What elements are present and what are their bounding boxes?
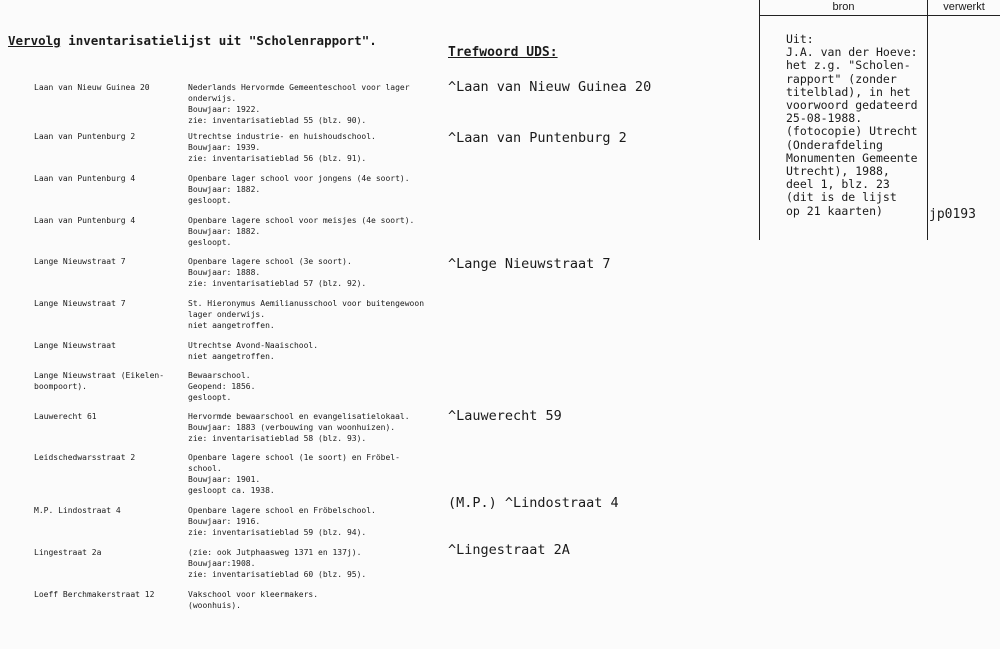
entry-description: Openbare lagere school voor meisjes (4e soort). Bouwjaar: 1882. gesloopt. bbox=[188, 216, 415, 247]
verwerkt-code: jp0193 bbox=[929, 207, 976, 222]
entry-description: Openbare lagere school (1e soort) en Fröbel- school. Bouwjaar: 1901. gesloopt ca. 1938. bbox=[188, 453, 400, 495]
uds-header: Trefwoord UDS: bbox=[448, 45, 558, 60]
entry-description: (zie: ook Jutphaasweg 1371 en 137j). Bouwjaar:1908. zie: inventarisatieblad 60 (blz. 95). bbox=[188, 548, 367, 579]
entry-uds-keyword: ^Laan van Puntenburg 2 bbox=[448, 130, 627, 146]
entry-uds-keyword: ^Lingestraat 2A bbox=[448, 542, 570, 558]
entry-uds-keyword: ^Lange Nieuwstraat 7 bbox=[448, 256, 611, 272]
entry-address: Laan van Puntenburg 4 bbox=[34, 174, 136, 183]
entry-address: Lange Nieuwstraat bbox=[34, 341, 116, 350]
entry-address: Loeff Berchmakerstraat 12 bbox=[34, 590, 155, 599]
bron-box-left-border bbox=[759, 0, 760, 240]
entry-description: Openbare lagere school (3e soort). Bouwjaar: 1888. zie: inventarisatieblad 57 (blz. 92). bbox=[188, 257, 367, 288]
entry-address: M.P. Lindostraat 4 bbox=[34, 506, 121, 515]
title-rest: inventarisatielijst uit "Scholenrapport". bbox=[60, 33, 377, 48]
title-vervolg: Vervolg bbox=[8, 33, 61, 48]
entry-address: Laan van Puntenburg 4 bbox=[34, 216, 136, 225]
entry-address: Leidschedwarsstraat 2 bbox=[34, 453, 136, 462]
entry-address: Lauwerecht 61 bbox=[34, 412, 97, 421]
entry-address: Laan van Puntenburg 2 bbox=[34, 132, 136, 141]
entry-description: Utrechtse industrie- en huishoudschool. Bouwjaar: 1939. zie: inventarisatieblad 56 (blz. 91). bbox=[188, 132, 376, 163]
entry-uds-keyword: (M.P.) ^Lindostraat 4 bbox=[448, 495, 619, 511]
entry-address: Lange Nieuwstraat (Eikelen- boompoort). bbox=[34, 371, 165, 391]
entry-description: Openbare lagere school en Fröbelschool. Bouwjaar: 1916. zie: inventarisatieblad 59 (blz. 94). bbox=[188, 506, 376, 537]
entry-description: Utrechtse Avond-Naaischool. niet aangetroffen. bbox=[188, 341, 319, 361]
page-title bbox=[8, 33, 377, 48]
entry-address: Laan van Nieuw Guinea 20 bbox=[34, 83, 150, 92]
entry-description: Openbare lager school voor jongens (4e soort). Bouwjaar: 1882. gesloopt. bbox=[188, 174, 410, 205]
verwerkt-header: verwerkt bbox=[943, 1, 985, 13]
entry-description: Nederlands Hervormde Gemeenteschool voor lager onderwijs. Bouwjaar: 1922. zie: inventarisatieblad 55 (blz. 90). bbox=[188, 83, 410, 125]
entry-description: Bewaarschool. Geopend: 1856. gesloopt. bbox=[188, 371, 256, 402]
entry-address: Lange Nieuwstraat 7 bbox=[34, 299, 126, 308]
entry-uds-keyword: ^Lauwerecht 59 bbox=[448, 408, 562, 424]
entry-description: Hervormde bewaarschool en evangelisatielokaal. Bouwjaar: 1883 (verbouwing van woonhuizen). zie: inventarisatieblad 58 (blz. 93). bbox=[188, 412, 410, 443]
entry-address: Lange Nieuwstraat 7 bbox=[34, 257, 126, 266]
entry-description: Vakschool voor kleermakers. (woonhuis). bbox=[188, 590, 319, 610]
bron-source-text: Uit: J.A. van der Hoeve: het z.g. "Scholen- rapport" (zonder titelblad), in het voorwoord gedateerd 25-08-1988. (fotocopie) Utrecht (Onderafdeling Monumenten Gemeente Utrecht), 1988, deel 1, blz. 23 (dit is de lijst op 21 kaarten) bbox=[786, 32, 918, 218]
entry-description: St. Hieronymus Aemilianusschool voor buitengewoon lager onderwijs. niet aangetroffen. bbox=[188, 299, 425, 330]
entry-address: Lingestraat 2a bbox=[34, 548, 102, 557]
bron-box-header-rule bbox=[759, 15, 1000, 16]
bron-header: bron bbox=[832, 1, 855, 13]
entry-uds-keyword: ^Laan van Nieuw Guinea 20 bbox=[448, 79, 652, 95]
